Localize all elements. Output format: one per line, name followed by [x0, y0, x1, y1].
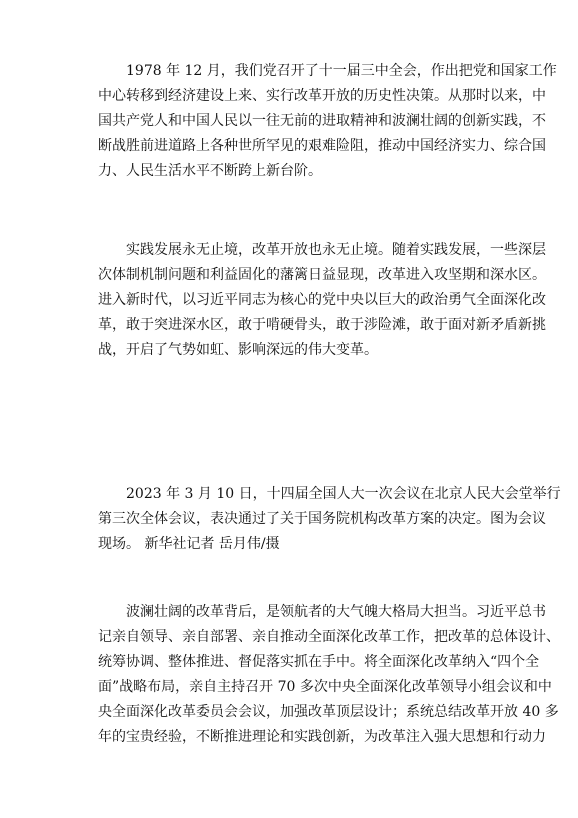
- article-paragraph-new-era: [98, 238, 546, 363]
- paragraph-line: 次体制机制问题和利益固化的藩篱日益显现，改革进入攻坚期和深水区。: [98, 267, 546, 283]
- paragraph-line: 央全面深化改革委员会会议，加强改革顶层设计；系统总结改革开放 40 多: [98, 704, 559, 720]
- paragraph-line: 实践发展永无止境，改革开放也永无止境。随着实践发展，一些深层: [126, 242, 546, 258]
- paragraph-line: 进入新时代，以习近平同志为核心的党中央以巨大的政治勇气全面深化改: [98, 292, 546, 308]
- paragraph-line: 革，敢于突进深水区，敢于啃硬骨头，敢于涉险滩，敢于面对新矛盾新挑: [98, 317, 546, 333]
- paragraph-line: 战，开启了气势如虹、影响深远的伟大变革。: [98, 342, 378, 358]
- caption-line: 2023 年 3 月 10 日，十四届全国人大一次会议在北京人民大会堂举行: [126, 486, 561, 502]
- paragraph-line: 年的宝贵经验，不断推进理论和实践创新，为改革注入强大思想和行动力: [98, 729, 546, 745]
- paragraph-line: 国共产党人和中国人民以一往无前的进取精神和波澜壮阔的创新实践，不: [98, 113, 546, 129]
- caption-line: 现场。 新华社记者 岳月伟/摄: [98, 536, 280, 552]
- paragraph-line: 统筹协调、整体推进、督促落实抓在手中。将全面深化改革纳入“四个全: [98, 654, 540, 670]
- paragraph-line: 中心转移到经济建设上来、实行改革开放的历史性决策。从那时以来，中: [98, 88, 546, 104]
- photo-caption: [98, 482, 561, 557]
- paragraph-line: 断战胜前进道路上各种世所罕见的艰难险阻，推动中国经济实力、综合国: [98, 138, 546, 154]
- paragraph-line: 力、人民生活水平不断跨上新台阶。: [98, 163, 322, 179]
- article-paragraph-leadership: [98, 600, 560, 750]
- paragraph-line: 波澜壮阔的改革背后，是领航者的大气魄大格局大担当。习近平总书: [126, 604, 546, 620]
- paragraph-line: 记亲自领导、亲自部署、亲自推动全面深化改革工作，把改革的总体设计、: [98, 629, 560, 645]
- paragraph-line: 面”战略布局，亲自主持召开 70 多次中央全面深化改革领导小组会议和中: [98, 679, 552, 695]
- caption-line: 第三次全体会议，表决通过了关于国务院机构改革方案的决定。图为会议: [98, 511, 546, 527]
- paragraph-line: 1978 年 12 月，我们党召开了十一届三中全会，作出把党和国家工作: [126, 63, 557, 79]
- article-paragraph-1978-reform: [98, 59, 557, 184]
